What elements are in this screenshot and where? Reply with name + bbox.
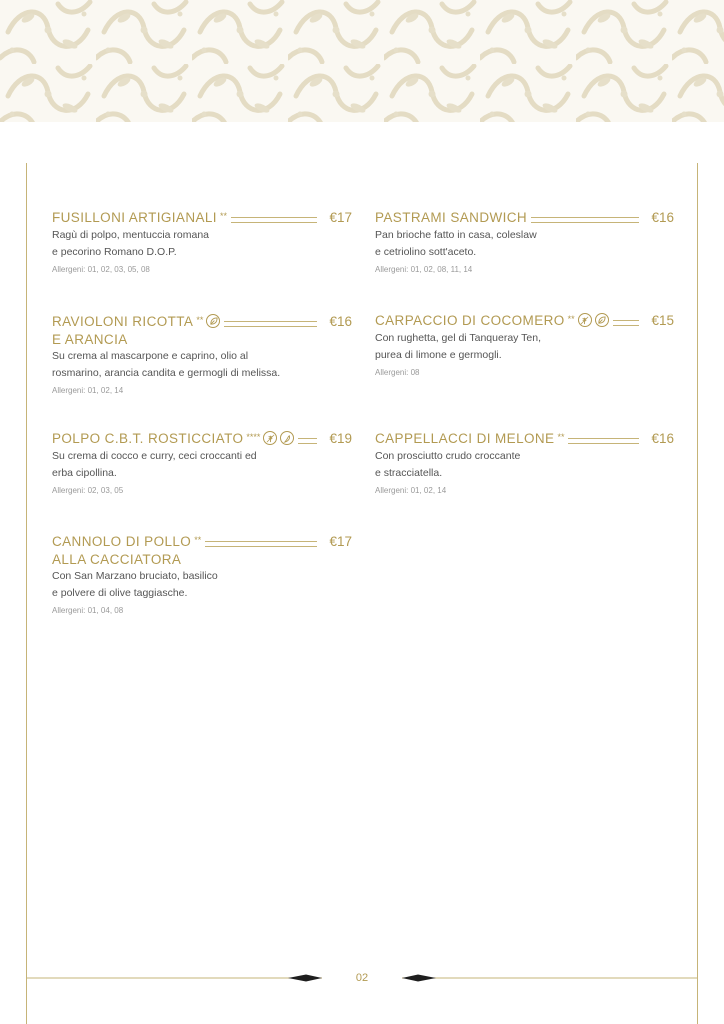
menu-item-polpo xyxy=(52,430,352,498)
menu-item-ravioloni xyxy=(52,313,352,398)
dotted-leader xyxy=(231,217,318,223)
dish-allergens: Allergeni: 01, 02, 03, 05, 08 xyxy=(52,265,150,274)
leaf-icon xyxy=(595,313,609,327)
desc-line: Su crema al mascarpone e caprino, olio al xyxy=(52,350,249,362)
desc-line: Su crema di cocco e curry, ceci croccanti ed xyxy=(52,450,257,462)
dotted-leader xyxy=(531,217,639,223)
desc-line: erba cipollina. xyxy=(52,467,117,479)
dish-stars: ** xyxy=(196,315,204,325)
dish-description xyxy=(52,348,352,382)
wheat-icon xyxy=(578,313,592,327)
menu-item-fusilloni xyxy=(52,209,352,277)
dotted-leader xyxy=(224,321,317,327)
desc-line: Con San Marzano bruciato, basilico xyxy=(52,570,218,582)
dish-price: €16 xyxy=(651,210,674,225)
chili-icon xyxy=(280,431,294,445)
dish-name: CAPPELLACCI DI MELONE xyxy=(375,431,555,446)
dish-allergens: Allergeni: 01, 04, 08 xyxy=(52,606,124,615)
dish-stars: ** xyxy=(219,211,227,221)
dish-name: CANNOLO DI POLLO xyxy=(52,534,192,549)
dish-name: PASTRAMI SANDWICH xyxy=(375,210,528,225)
dotted-leader xyxy=(298,438,317,444)
desc-line: Con prosciutto crudo croccante xyxy=(375,450,521,462)
frame-left-border xyxy=(26,163,27,1024)
desc-line: rosmarino, arancia candita e germogli di melissa. xyxy=(52,367,281,379)
dish-allergens: Allergeni: 01, 02, 08, 11, 14 xyxy=(375,265,473,274)
dish-name: RAVIOLONI RICOTTA xyxy=(52,314,194,329)
desc-line: e stracciatella. xyxy=(375,467,443,479)
menu-item-cappellacci xyxy=(375,430,674,498)
dish-name: CARPACCIO DI COCOMERO xyxy=(375,313,565,328)
dish-allergens: Allergeni: 02, 03, 05 xyxy=(52,486,124,495)
dish-name: FUSILLONI ARTIGIANALI xyxy=(52,210,217,225)
dish-description xyxy=(375,448,674,482)
dish-description xyxy=(52,568,352,602)
desc-line: Pan brioche fatto in casa, coleslaw xyxy=(375,229,537,241)
dish-allergens: Allergeni: 01, 02, 14 xyxy=(52,386,124,395)
dotted-leader xyxy=(205,541,317,547)
menu-item-cannolo xyxy=(52,533,352,618)
dish-stars: ** xyxy=(194,535,202,545)
dish-description xyxy=(375,227,674,261)
damask-banner xyxy=(0,0,724,122)
damask-pattern xyxy=(0,0,724,122)
desc-line: Con rughetta, gel di Tanqueray Ten, xyxy=(375,332,541,344)
desc-line: e cetriolino sott'aceto. xyxy=(375,246,477,258)
dish-stars: ** xyxy=(557,432,565,442)
dish-price: €17 xyxy=(329,210,352,225)
dish-name-line2: ALLA CACCIATORA xyxy=(52,552,182,567)
menu-item-pastrami xyxy=(375,209,674,277)
dish-name-line2: E ARANCIA xyxy=(52,332,128,347)
desc-line: e polvere di olive taggiasche. xyxy=(52,587,188,599)
wheat-icon xyxy=(263,431,277,445)
dish-allergens: Allergeni: 08 xyxy=(375,368,420,377)
dish-price: €15 xyxy=(651,313,674,328)
dish-price: €19 xyxy=(329,431,352,446)
dish-price: €16 xyxy=(329,314,352,329)
menu-item-carpaccio xyxy=(375,312,674,380)
dish-price: €17 xyxy=(329,534,352,549)
dotted-leader xyxy=(613,320,640,326)
frame-right-border xyxy=(697,163,698,1024)
dish-allergens: Allergeni: 01, 02, 14 xyxy=(375,486,447,495)
desc-line: e pecorino Romano D.O.P. xyxy=(52,246,177,258)
dotted-leader xyxy=(568,438,639,444)
page-footer xyxy=(0,966,724,990)
dish-stars: **** xyxy=(246,432,261,442)
page-number: 02 xyxy=(355,972,369,984)
dish-description xyxy=(375,330,674,364)
dish-stars: ** xyxy=(567,314,575,324)
dish-name: POLPO C.B.T. ROSTICCIATO xyxy=(52,431,244,446)
desc-line: Ragù di polpo, mentuccia romana xyxy=(52,229,210,241)
dish-price: €16 xyxy=(651,431,674,446)
leaf-icon xyxy=(206,314,220,328)
desc-line: purea di limone e germogli. xyxy=(375,349,502,361)
dish-description xyxy=(52,227,352,261)
dish-description xyxy=(52,448,352,482)
